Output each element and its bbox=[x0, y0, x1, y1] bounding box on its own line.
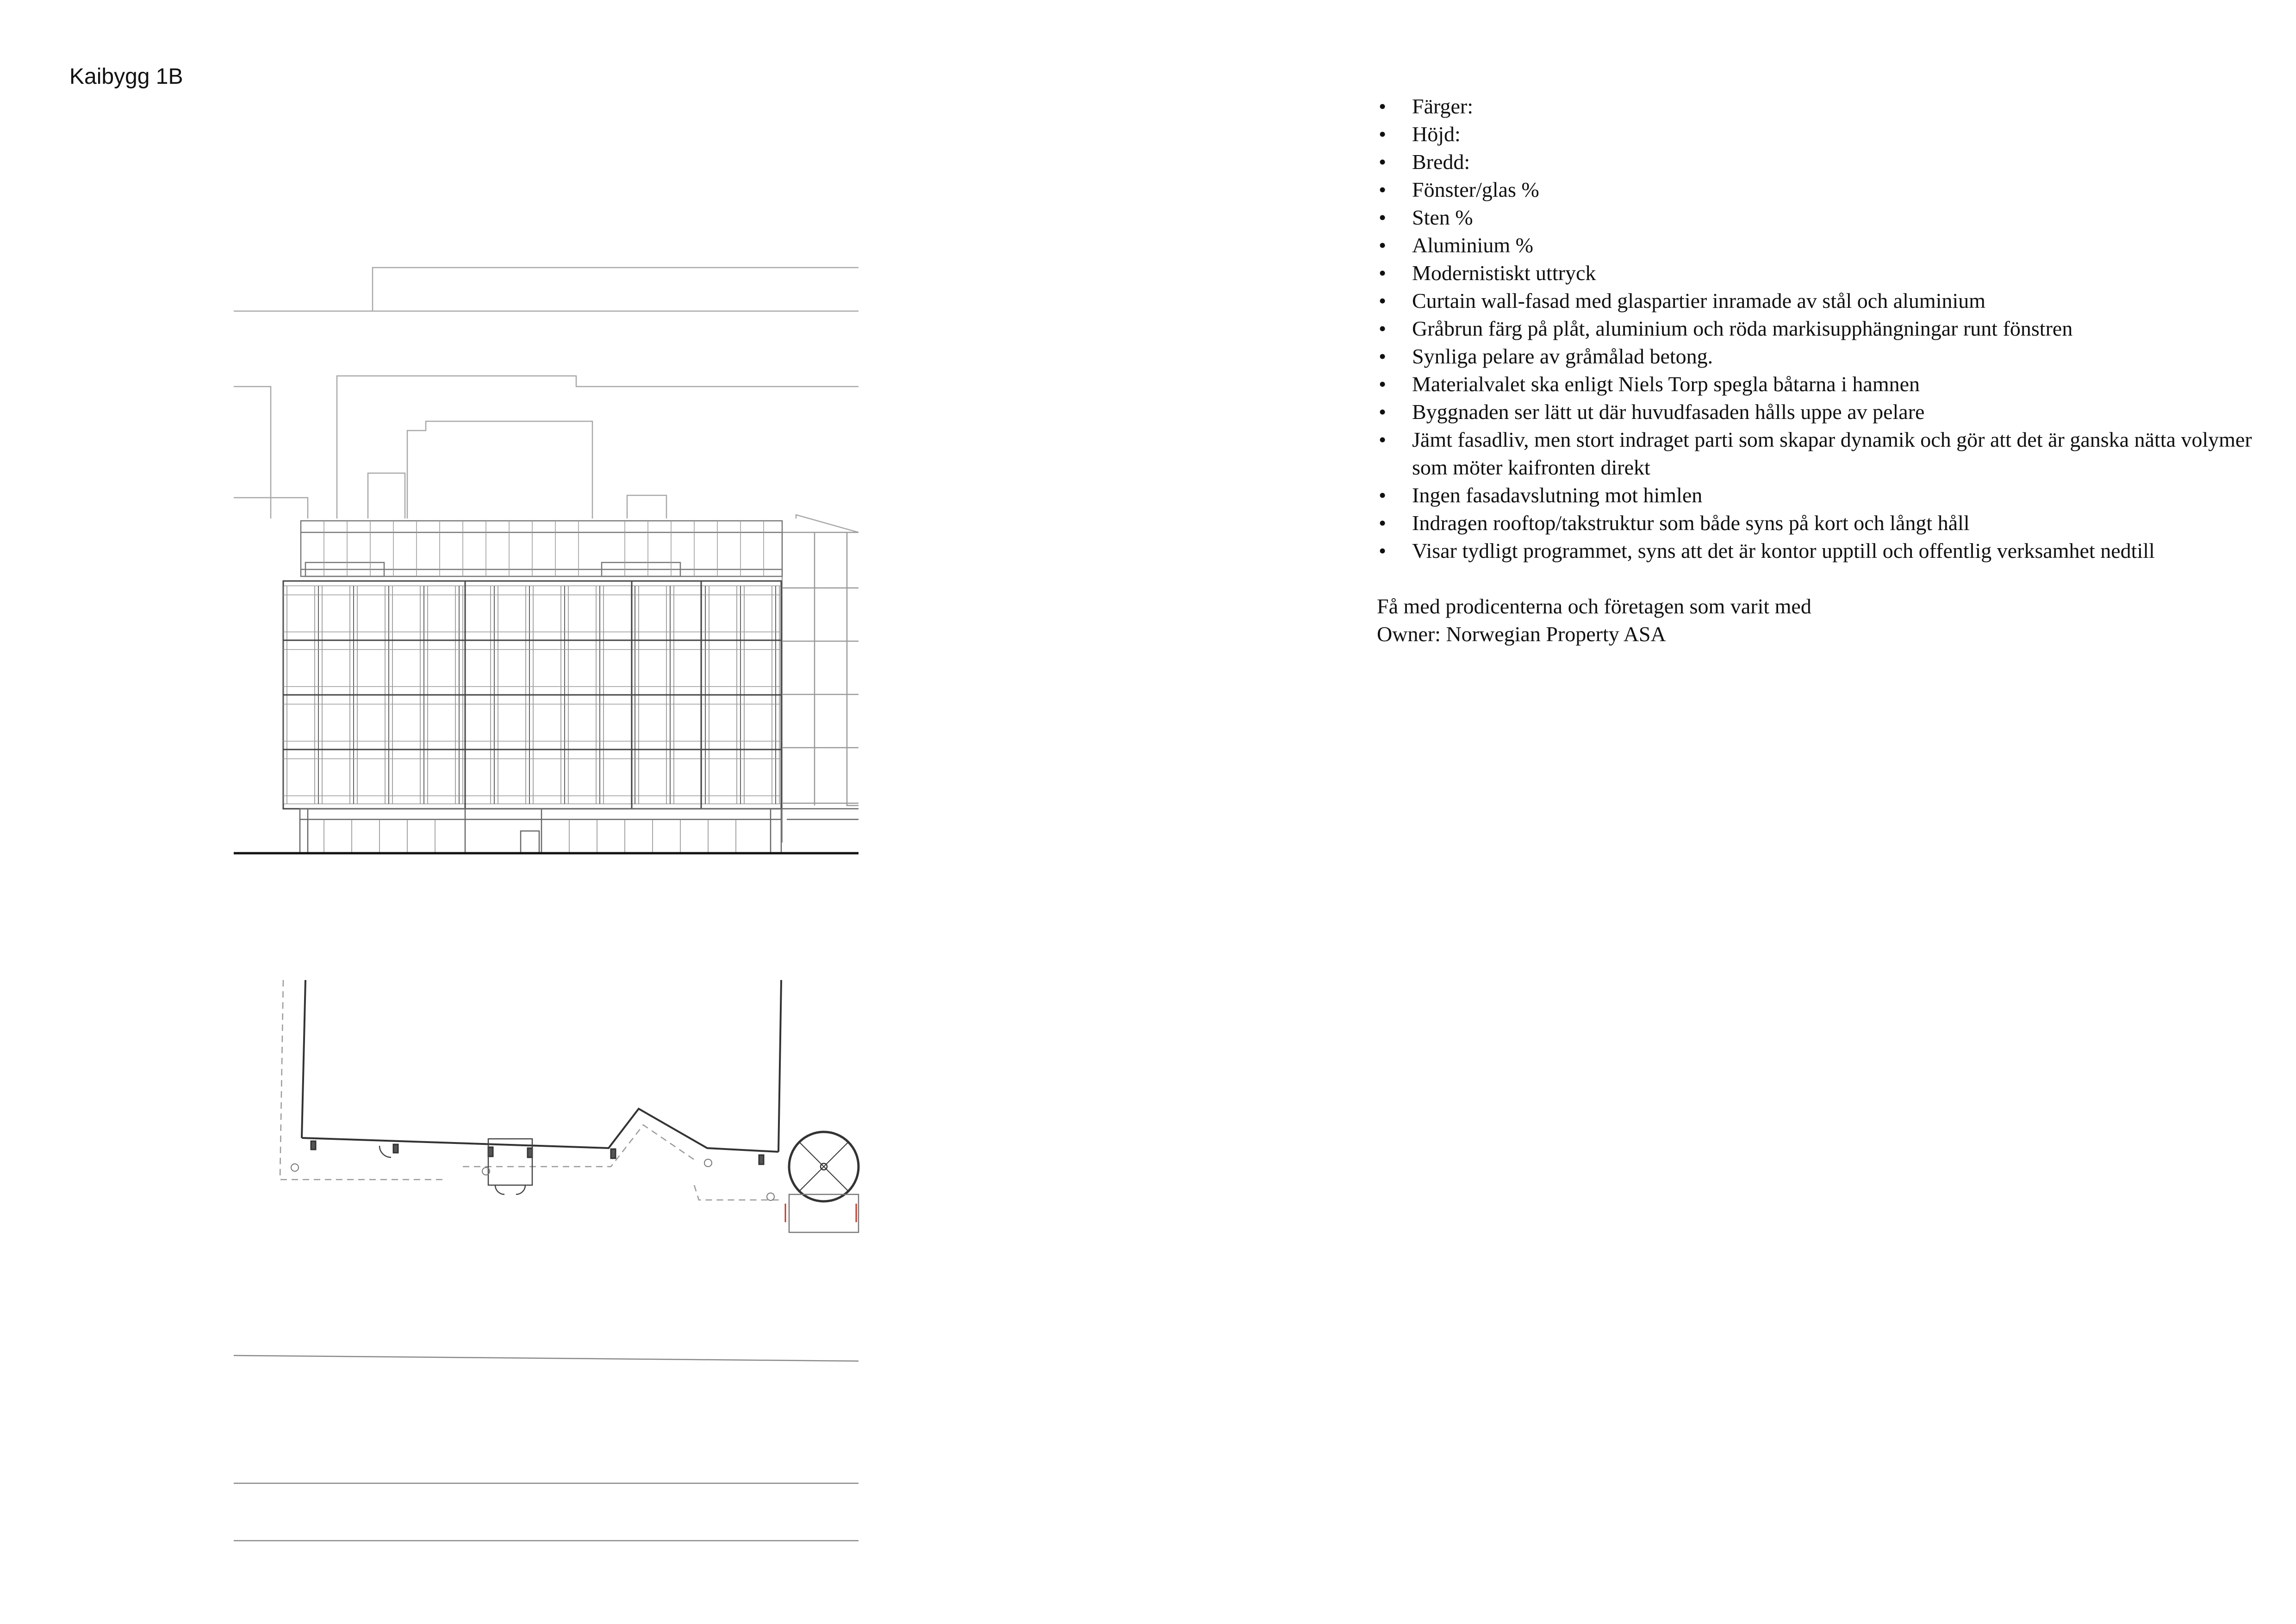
section-lines bbox=[234, 1355, 859, 1541]
bullet-icon: • bbox=[1379, 289, 1387, 312]
bullet-icon: • bbox=[1379, 94, 1387, 118]
notes-item-text: Gråbrun färg på plåt, aluminium och röda markisupphängningar runt fönstren bbox=[1412, 317, 2073, 340]
bullet-icon: • bbox=[1379, 511, 1387, 535]
background-buildings bbox=[234, 268, 859, 532]
notes-item-text: Bredd: bbox=[1412, 150, 1470, 174]
notes-footer-owner: Owner: Norwegian Property ASA bbox=[1377, 622, 1666, 646]
notes-item-text: Curtain wall-fasad med glaspartier inramade av stål och aluminium bbox=[1412, 289, 1986, 312]
facade-elevation bbox=[234, 268, 859, 853]
bullet-icon: • bbox=[1379, 483, 1387, 507]
adjacent-building bbox=[782, 532, 859, 843]
bullet-icon: • bbox=[1379, 539, 1387, 562]
bullet-icon: • bbox=[1379, 344, 1387, 368]
notes-item-text: Färger: bbox=[1412, 94, 1474, 118]
notes-item-text: Höjd: bbox=[1412, 122, 1461, 146]
notes-list-item bbox=[1377, 148, 2284, 176]
bullet-icon: • bbox=[1379, 372, 1387, 396]
plan-columns bbox=[311, 1141, 764, 1164]
rooftop-structure bbox=[301, 521, 782, 576]
notes-list-item bbox=[1377, 426, 2284, 481]
plan-round-pavilion bbox=[789, 1132, 859, 1232]
notes-footer-line: Få med prodicenterna och företagen som varit med bbox=[1377, 594, 1811, 618]
notes-panel bbox=[1377, 93, 2284, 648]
notes-list-item bbox=[1377, 537, 2284, 565]
floor-plan bbox=[280, 980, 859, 1232]
bullet-icon: • bbox=[1379, 150, 1387, 174]
curtain-wall-facade bbox=[283, 581, 781, 809]
notes-list-item bbox=[1377, 370, 2284, 398]
bullet-icon: • bbox=[1379, 206, 1387, 229]
notes-list-item bbox=[1377, 398, 2284, 426]
notes-list-item bbox=[1377, 176, 2284, 204]
plan-dashed-outline bbox=[280, 980, 782, 1200]
bullet-icon: • bbox=[1379, 261, 1387, 285]
notes-list-item bbox=[1377, 231, 2284, 259]
notes-list-item bbox=[1377, 343, 2284, 370]
bullet-icon: • bbox=[1379, 233, 1387, 257]
notes-item-text: Byggnaden ser lätt ut där huvudfasaden hålls uppe av pelare bbox=[1412, 400, 1925, 424]
notes-list-item bbox=[1377, 509, 2284, 537]
bullet-icon: • bbox=[1379, 122, 1387, 146]
ground-floor bbox=[300, 809, 859, 853]
bullet-icon: • bbox=[1379, 400, 1387, 424]
notes-item-text: Ingen fasadavslutning mot himlen bbox=[1412, 483, 1703, 507]
notes-list-item bbox=[1377, 120, 2284, 148]
page-title: Kaibygg 1B bbox=[69, 64, 183, 89]
notes-item-text: Modernistiskt uttryck bbox=[1412, 261, 1596, 285]
notes-list-item bbox=[1377, 315, 2284, 343]
plan-walls bbox=[302, 980, 781, 1152]
notes-list-item bbox=[1377, 259, 2284, 287]
notes-list-item bbox=[1377, 204, 2284, 231]
notes-item-text: Sten % bbox=[1412, 206, 1473, 229]
notes-item-text: Jämt fasadliv, men stort indraget parti som skapar dynamik och gör att det är ganska nätta volymer som möter kaifronten direkt bbox=[1412, 428, 2252, 479]
notes-item-text: Materialvalet ska enligt Niels Torp spegla båtarna i hamnen bbox=[1412, 372, 1920, 396]
bullet-icon: • bbox=[1379, 317, 1387, 340]
notes-item-text: Visar tydligt programmet, syns att det är kontor upptill och offentlig verksamhet nedtill bbox=[1412, 539, 2155, 562]
notes-item-text: Synliga pelare av gråmålad betong. bbox=[1412, 344, 1713, 368]
notes-item-text: Aluminium % bbox=[1412, 233, 1533, 257]
notes-bullet-list bbox=[1377, 93, 2284, 565]
notes-list-item bbox=[1377, 93, 2284, 120]
bullet-icon: • bbox=[1379, 428, 1387, 451]
notes-footer bbox=[1377, 593, 2284, 648]
notes-item-text: Indragen rooftop/takstruktur som både syns på kort och långt håll bbox=[1412, 511, 1970, 535]
notes-list-item bbox=[1377, 481, 2284, 509]
bullet-icon: • bbox=[1379, 178, 1387, 201]
notes-list-item bbox=[1377, 287, 2284, 315]
notes-item-text: Fönster/glas % bbox=[1412, 178, 1539, 201]
plan-red-markers bbox=[785, 1204, 856, 1222]
